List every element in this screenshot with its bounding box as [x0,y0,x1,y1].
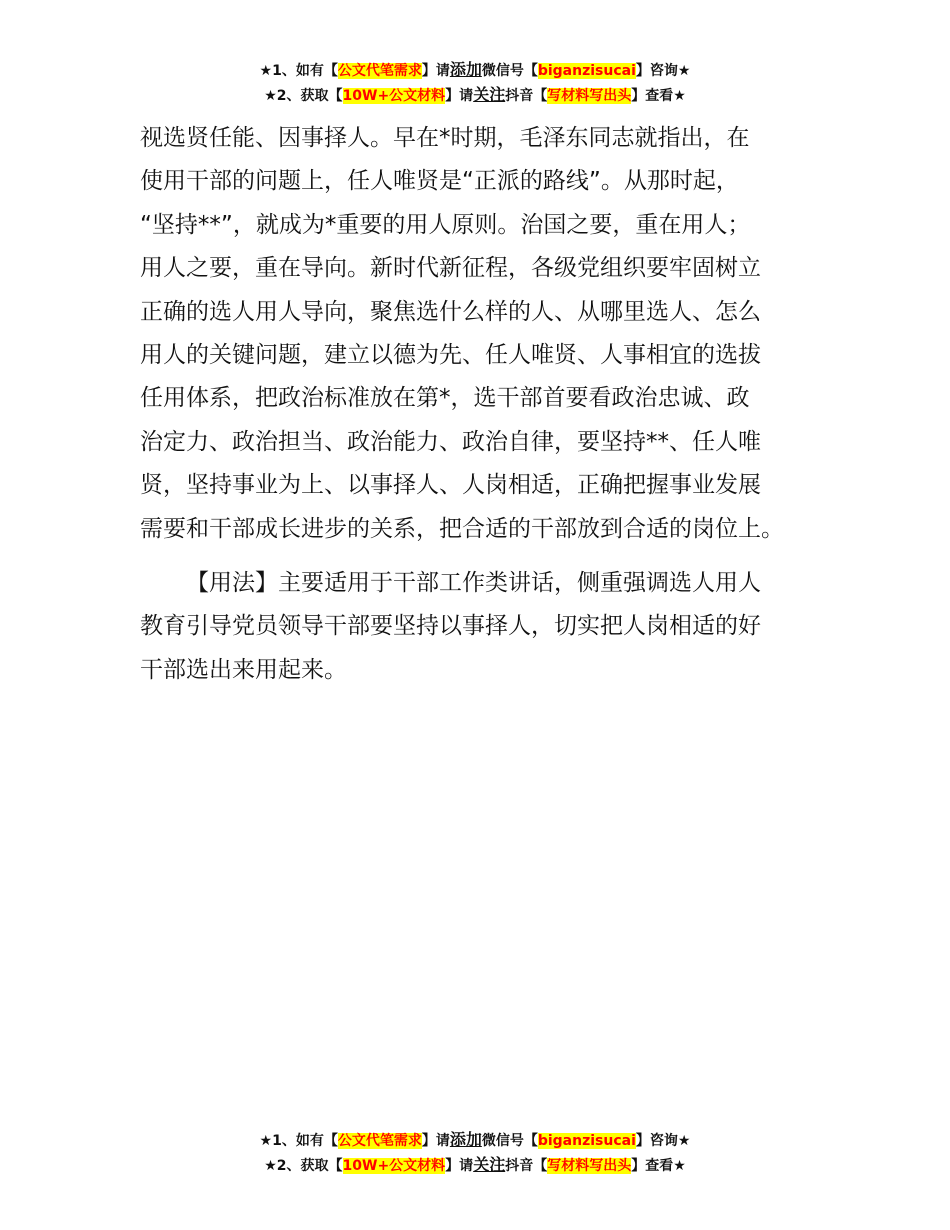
highlight-materials: 10W+公文材料 [342,1158,446,1174]
text-line: 使用干部的问题上，任人唯贤是“正派的路线”。从那时起， [140,168,739,195]
emphasis-text: 添加 [449,1130,482,1149]
text-line: 用人之要，重在导向。新时代新征程，各级党组织要牢固树立 [140,255,761,282]
banner-text: 】请 [445,1158,474,1174]
emphasis-text: 关注 [473,85,506,104]
highlight-materials: 10W+公文材料 [342,88,446,104]
banner-text: 】查看★ [631,1158,686,1174]
highlight-wechat-id: biganzisucai [537,1133,636,1149]
banner-text: 抖音【 [505,1158,548,1174]
text-line: 正确的选人用人导向，聚焦选什么样的人、从哪里选人、怎么 [140,298,761,325]
emphasis-text: 添加 [449,60,482,79]
text-line: 视选贤任能、因事择人。早在*时期，毛泽东同志就指出，在 [140,125,750,151]
highlight-douyin-account: 写材料写出头 [547,1158,632,1174]
paragraph-1 [140,117,840,551]
text-line: “坚持**”，就成为*重要的用人原则。治国之要，重在用人； [140,211,751,238]
text-line: 教育引导党员领导干部要坚持以事择人，切实把人岗相适的好 [140,613,761,640]
document-body [140,117,840,692]
text-line: 治定力、政治担当、政治能力、政治自律，要坚持**、任人唯 [140,428,761,455]
footer-banner-line-2 [0,1153,950,1178]
header-banner-line-2 [0,83,950,108]
banner-text: 】请 [421,1133,450,1149]
highlight-service: 公文代笔需求 [337,1133,422,1149]
footer-banner [0,1128,950,1178]
footer-banner-line-1 [0,1128,950,1153]
banner-text: 】咨询★ [635,1133,691,1149]
text-line: 贤，坚持事业为上、以事择人、人岗相适，正确把握事业发展 [140,472,761,499]
banner-text: 微信号【 [481,1133,538,1149]
highlight-service: 公文代笔需求 [337,63,422,79]
emphasis-text: 关注 [473,1155,506,1174]
text-line: 用人的关键问题，建立以德为先、任人唯贤、人事相宜的选拔 [140,342,761,369]
paragraph-usage [140,562,840,692]
banner-text: ★1、如有【 [259,1133,338,1149]
highlight-douyin-account: 写材料写出头 [547,88,632,104]
text-line: 需要和干部成长进步的关系，把合适的干部放到合适的岗位上。 [140,515,784,542]
banner-text: ★2、获取【 [264,1158,343,1174]
text-line: 干部选出来用起来。 [140,656,347,683]
text-line: 【用法】主要适用于干部工作类讲话，侧重强调选人用人 [186,570,761,597]
banner-text: 】请 [421,63,450,79]
header-banner [0,58,950,108]
banner-text: 微信号【 [481,63,538,79]
banner-text: 】查看★ [631,88,686,104]
header-banner-line-1 [0,58,950,83]
banner-text: 抖音【 [505,88,548,104]
banner-text: 】请 [445,88,474,104]
banner-text: ★2、获取【 [264,88,343,104]
banner-text: ★1、如有【 [259,63,338,79]
text-line: 任用体系，把政治标准放在第*，选干部首要看政治忠诚、政 [140,385,750,412]
banner-text: 】咨询★ [635,63,691,79]
highlight-wechat-id: biganzisucai [537,63,636,79]
